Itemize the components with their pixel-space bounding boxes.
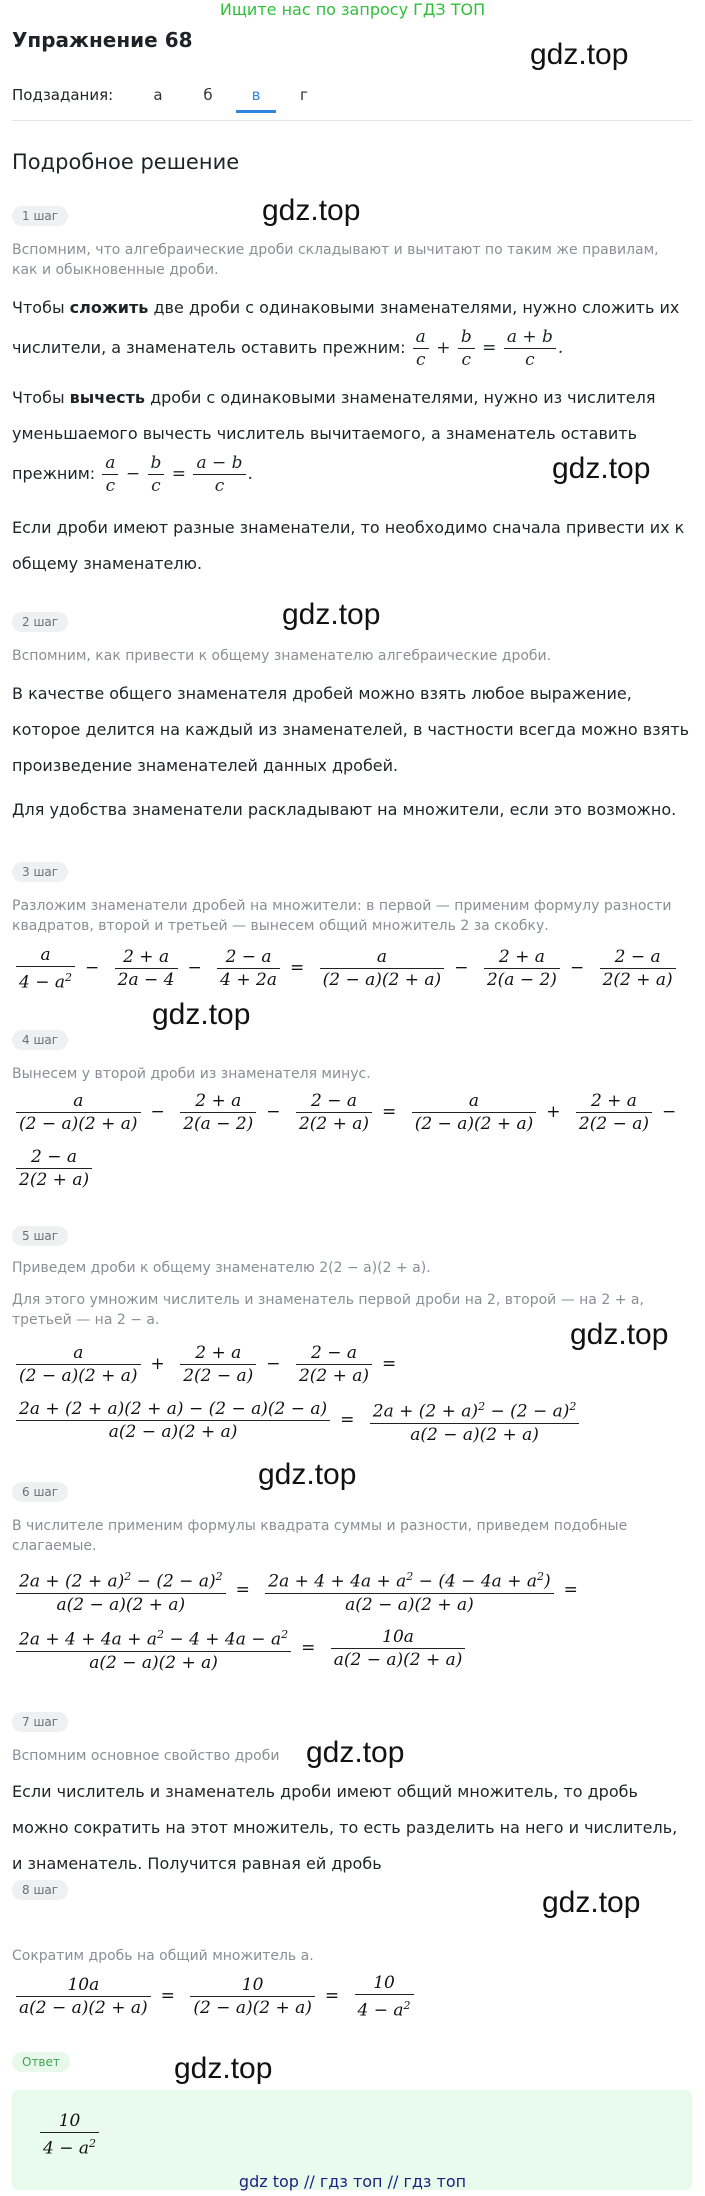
step-6-equation-2: $\frac{2a + 4 + 4a + a^2 - 4 + 4a - a^2}{a(2 - a)(2 + a)}$ = $\frac{10a}{a(2 - a)(2 + a)}$ [14,1624,467,1674]
watermark: gdz.top [306,1736,405,1769]
tab-g[interactable]: г [300,86,308,104]
watermark: gdz.top [570,1318,669,1351]
step-6-note: В числителе применим формулы квадрата суммы и разности, приведем подобные слагаемые. [12,1518,628,1554]
watermark: gdz.top [262,194,361,227]
step-2-note: Вспомним, как привести к общему знаменателю алгебраические дроби. [12,648,552,664]
search-banner: Ищите нас по запросу ГДЗ ТОП [219,0,486,19]
step-5-note-2: Для этого умножим числитель и знаменатель первой дроби на 2, второй — на 2 + a, третьей — на 2 − a. [12,1292,644,1328]
watermark: gdz.top [282,598,381,631]
step-3-equation: $\frac{a}{4 - a^2}$ − $\frac{2 + a}{2a - 4}$ − $\frac{2 - a}{4 + 2a}$ = $\frac{a}{(2 - a)(2 + a)}$ − $\frac{2 + a}{2(a - 2)}$ − $\frac{2 - a}{2(2 + a)}$ [14,944,678,994]
step-1-diff-denominators: Если дроби имеют разные знаменатели, то необходимо сначала привести их к общему знаменателю. [12,518,685,573]
tab-a[interactable]: а [153,86,163,104]
step-badge-6: 6 шаг [12,1482,68,1502]
step-3-note: Разложим знаменатели дробей на множители: в первой — применим формулу разности квадратов, второй и третьей — вынесем общий множитель 2 за скобку. [12,898,672,934]
page-title: Упражнение 68 [12,28,193,52]
step-7-note: Вспомним основное свойство дроби [12,1748,280,1764]
step-badge-2: 2 шаг [12,612,68,632]
step-4-note: Вынесем у второй дроби из знаменателя минус. [12,1066,371,1082]
watermark: gdz.top [552,452,651,485]
answer-badge: Ответ [12,2052,70,2072]
watermark: gdz.top [174,2052,273,2085]
watermark: gdz.top [542,1886,641,1919]
step-badge-8: 8 шаг [12,1880,68,1900]
watermark: gdz.top [530,38,629,71]
tab-v-active[interactable]: в [236,86,276,113]
step-badge-7: 7 шаг [12,1712,68,1732]
step-8-note: Сократим дробь на общий множитель a. [12,1948,314,1964]
step-4-equation-2: $\frac{2 - a}{2(2 + a)}$ [14,1146,94,1191]
step-badge-5: 5 шаг [12,1226,68,1246]
solution-heading: Подробное решение [12,150,240,174]
step-5-equation-2: $\frac{2a + (2 + a)(2 + a) - (2 - a)(2 - a)}{a(2 - a)(2 + a)}$ = $\frac{2a + (2 + a)^2 - (2 - a)^2}{a(2 - a)(2 + a)}$ [14,1396,581,1446]
divider [12,120,692,121]
step-badge-4: 4 шаг [12,1030,68,1050]
step-6-equation-1: $\frac{2a + (2 + a)^2 - (2 - a)^2}{a(2 - a)(2 + a)}$ = $\frac{2a + 4 + 4a + a^2 - (4 - 4a + a^2)}{a(2 - a)(2 + a)}$ = [14,1566,586,1616]
step-badge-1: 1 шаг [12,206,68,226]
step-1-add-rule: Чтобы сложить две дроби с одинаковыми знаменателями, нужно сложить их числители, а знаменатель оставить прежним: $\frac{a}{c}$ + $\frac{b}{c}$ = $\frac{a + b}{c}$ . [12,298,680,370]
answer-formula: $\frac{10}{4 - a^2}$ [38,2110,101,2160]
tab-b[interactable]: б [203,86,213,104]
step-1-note: Вспомним, что алгебраические дроби складывают и вычитают по таким же правилам, как и обыкновенные дроби. [12,242,659,278]
step-1-sub-rule: Чтобы вычесть дроби с одинаковыми знаменателями, нужно из числителя уменьшаемого вычесть числитель вычитаемого, а знаменатель оставить прежним: $\frac{a}{c}$ − $\frac{b}{c}$ = $\frac{a - b}{c}$ . [12,388,656,496]
step-7-property: Если числитель и знаменатель дроби имеют общий множитель, то дробь можно сократить на этот множитель, то есть разделить на него и числитель, и знаменатель. Получится равная ей дробь [12,1782,678,1873]
watermark: gdz.top [152,998,251,1031]
step-2-common-denominator: В качестве общего знаменателя дробей можно взять любое выражение, которое делится на каждый из знаменателей, в частности всегда можно взять произведение знаменателей данных дробей. [12,684,690,775]
step-5-equation-1: $\frac{a}{(2 - a)(2 + a)}$ + $\frac{2 + a}{2(2 - a)}$ − $\frac{2 - a}{2(2 + a)}$ = [14,1342,404,1387]
step-badge-3: 3 шаг [12,862,68,882]
watermark: gdz.top [258,1458,357,1491]
footer-links: gdz top // гдз топ // гдз топ [238,2172,467,2191]
step-8-equation: $\frac{10a}{a(2 - a)(2 + a)}$ = $\frac{10}{(2 - a)(2 + a)}$ = $\frac{10}{4 - a^2}$ [14,1972,416,2022]
step-5-note-1: Приведем дроби к общему знаменателю 2(2 − a)(2 + a). [12,1260,431,1276]
subtasks-label: Подзадания: [12,86,114,104]
step-2-factoring: Для удобства знаменатели раскладывают на множители, если это возможно. [12,800,677,819]
step-4-equation-1: $\frac{a}{(2 - a)(2 + a)}$ − $\frac{2 + a}{2(a - 2)}$ − $\frac{2 - a}{2(2 + a)}$ = $\frac{a}{(2 - a)(2 + a)}$ + $\frac{2 + a}{2(2 - a)}$ − [14,1090,684,1135]
